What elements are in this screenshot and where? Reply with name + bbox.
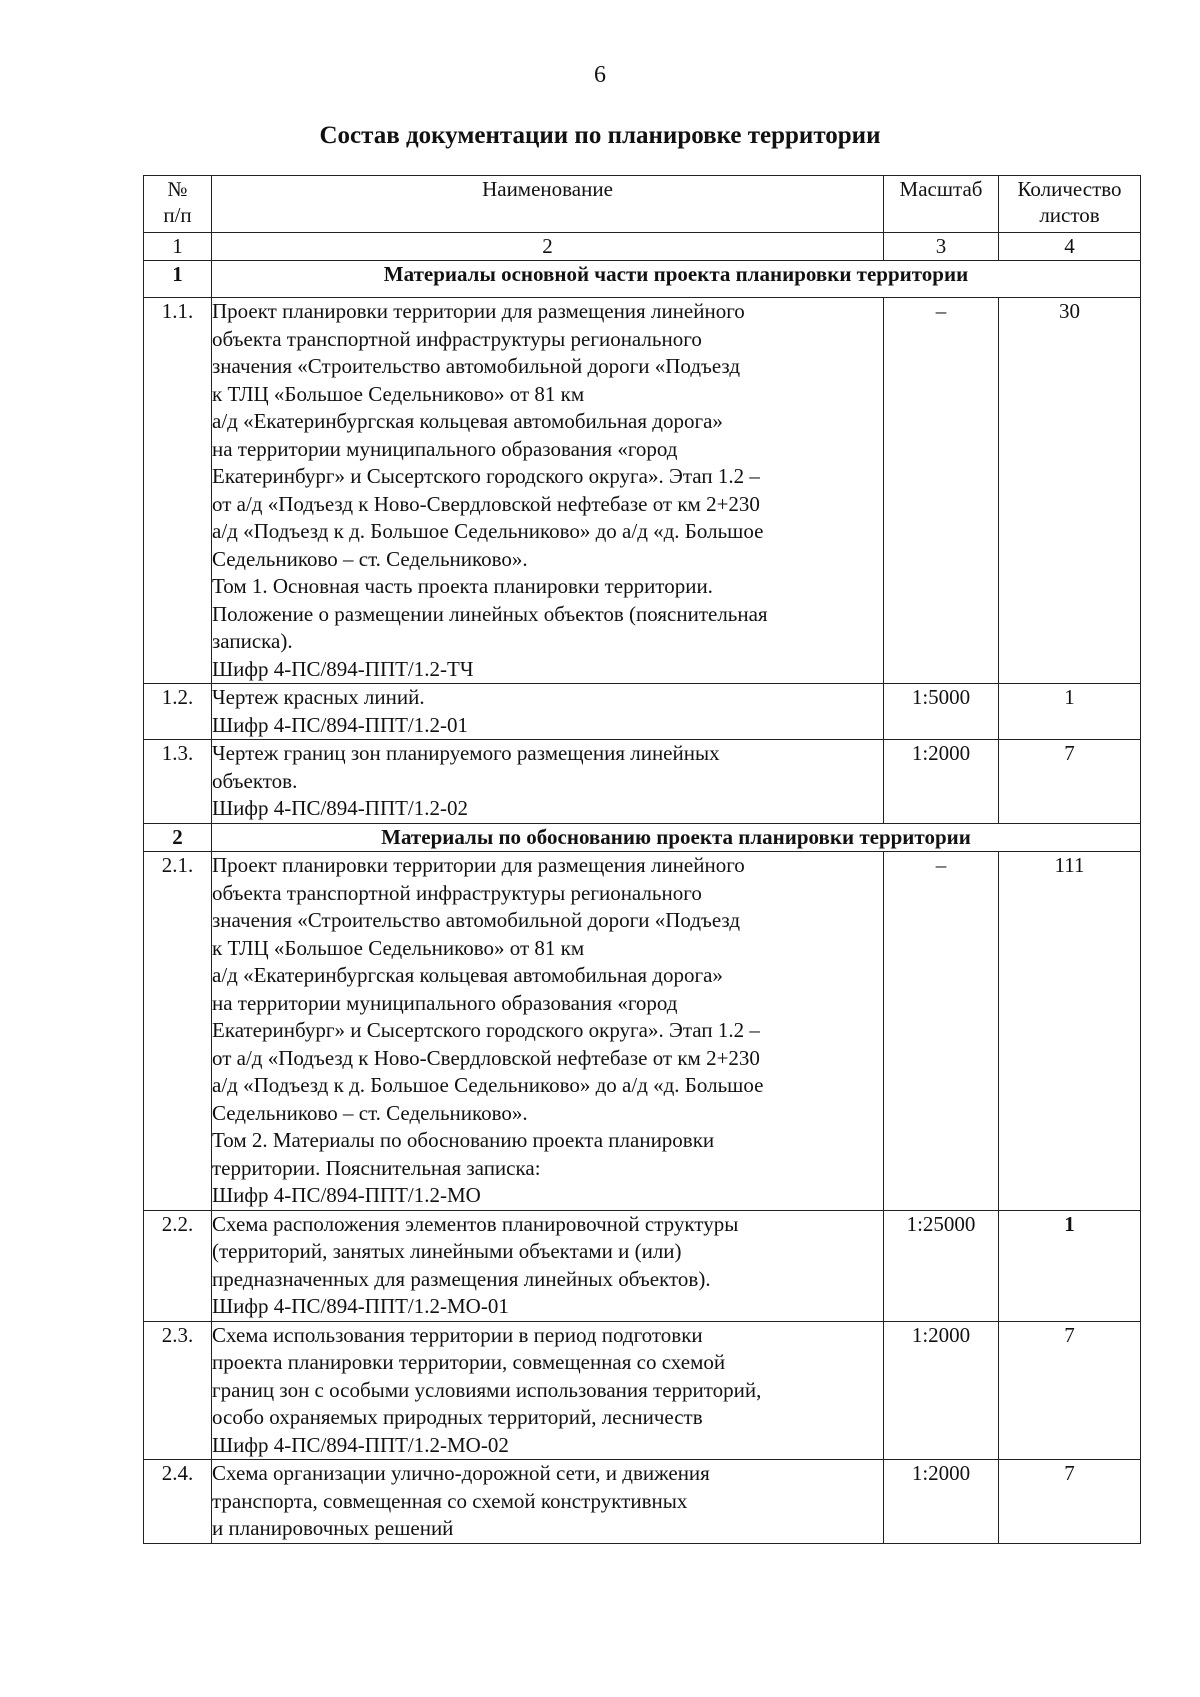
column-number-row [144, 233, 1141, 261]
item-name-line: Схема расположения элементов планировочной структуры [212, 1211, 739, 1236]
item-sheet-count: 1 [999, 1210, 1141, 1321]
item-name [212, 1210, 884, 1321]
item-name-line: Проект планировки территории для размещения линейного [212, 853, 745, 877]
item-number: 1.2. [144, 684, 212, 740]
item-number: 2.2. [144, 1210, 212, 1321]
page-number: 6 [594, 62, 606, 88]
table-row [144, 1460, 1141, 1544]
item-name-line: записка). [212, 629, 293, 653]
item-name-line: (территорий, занятых линейными объектами и (или) [212, 1239, 682, 1263]
item-number: 2.1. [144, 852, 212, 1211]
column-number: 1 [144, 233, 212, 261]
item-name-line: Седельниково – ст. Седельниково». [212, 546, 528, 571]
item-name-line: Шифр 4-ПС/894-ППТ/1.2-02 [212, 796, 469, 820]
item-name-line: к ТЛЦ «Большое Седельниково» от 81 км [212, 935, 585, 960]
item-name-line: территории. Пояснительная записка: [212, 1155, 541, 1180]
item-name-line: проекта планировки территории, совмещенная со схемой [212, 1350, 726, 1374]
item-name-line: Екатеринбург» и Сысертского городского округа». Этап 1.2 – [212, 464, 760, 488]
section-row [144, 823, 1141, 852]
item-name [212, 1321, 884, 1460]
item-name [212, 1460, 884, 1544]
item-name-line: объекта транспортной инфраструктуры регионального [212, 880, 702, 905]
item-name [212, 684, 884, 740]
item-name-line: на территории муниципального образования «город [212, 990, 678, 1015]
header-scale: Масштаб [884, 176, 999, 233]
table-row [144, 852, 1141, 1211]
item-name-line: а/д «Подъезд к д. Большое Седельниково» до а/д «д. Большое [212, 519, 764, 543]
item-sheet-count: 7 [999, 1460, 1141, 1544]
header-count [999, 176, 1141, 233]
item-sheet-count: 111 [999, 852, 1141, 1211]
column-number: 2 [212, 233, 884, 261]
item-scale: 1:2000 [884, 740, 999, 824]
header-num-line: № [167, 177, 188, 201]
table-row [144, 684, 1141, 740]
header-num [144, 176, 212, 233]
section-title: Материалы по обоснованию проекта планировки территории [212, 823, 1141, 852]
item-name-line: Чертеж красных линий. [212, 685, 425, 709]
documents-table [143, 175, 1141, 1544]
item-name-line: особо охраняемых природных территорий, лесничеств [212, 1405, 703, 1429]
item-number: 1.3. [144, 740, 212, 824]
item-name-line: границ зон с особыми условиями использования территорий, [212, 1377, 762, 1402]
item-name [212, 298, 884, 684]
header-num-line: п/п [163, 203, 192, 227]
item-name-line: от а/д «Подъезд к Ново-Свердловской нефтебазе от км 2+230 [212, 1045, 760, 1070]
item-name-line: Чертеж границ зон планируемого размещения линейных [212, 741, 720, 765]
item-sheet-count: 7 [999, 1321, 1141, 1460]
item-scale: – [884, 298, 999, 684]
item-name [212, 852, 884, 1211]
document-title: Состав документации по планировке территории [319, 122, 881, 149]
item-name-line: а/д «Подъезд к д. Большое Седельниково» до а/д «д. Большое [212, 1073, 764, 1097]
item-name-line: Шифр 4-ПС/894-ППТ/1.2-01 [212, 712, 469, 737]
item-name-line: Схема организации улично-дорожной сети, и движения [212, 1461, 710, 1485]
item-name-line: значения «Строительство автомобильной дороги «Подъезд [212, 908, 741, 932]
item-name-line: Седельниково – ст. Седельниково». [212, 1100, 528, 1125]
item-name-line: на территории муниципального образования «город [212, 436, 678, 461]
section-row [144, 261, 1141, 298]
item-name-line: Екатеринбург» и Сысертского городского округа». Этап 1.2 – [212, 1018, 760, 1042]
item-name-line: Том 2. Материалы по обоснованию проекта планировки [212, 1128, 715, 1152]
item-name-line: объектов. [212, 768, 298, 793]
item-name-line: Схема использования территории в период подготовки [212, 1322, 703, 1347]
table-row [144, 298, 1141, 684]
item-name-line: к ТЛЦ «Большое Седельниково» от 81 км [212, 381, 585, 406]
item-scale: – [884, 852, 999, 1211]
item-name-line: Проект планировки территории для размещения линейного [212, 299, 745, 323]
item-number: 1.1. [144, 298, 212, 684]
section-title: Материалы основной части проекта планировки территории [212, 261, 1141, 298]
section-number: 2 [144, 823, 212, 852]
table-row [144, 740, 1141, 824]
header-count-line: Количество [1017, 177, 1122, 201]
section-number: 1 [144, 261, 212, 298]
item-name-line: значения «Строительство автомобильной дороги «Подъезд [212, 354, 741, 378]
item-scale: 1:5000 [884, 684, 999, 740]
item-name-line: Положение о размещении линейных объектов (пояснительная [212, 601, 768, 626]
item-scale: 1:2000 [884, 1321, 999, 1460]
column-number: 4 [999, 233, 1141, 261]
item-number: 2.4. [144, 1460, 212, 1544]
table-header-row [144, 176, 1141, 233]
item-name-line: а/д «Екатеринбургская кольцевая автомобильная дорога» [212, 963, 723, 987]
item-name-line: и планировочных решений [212, 1516, 454, 1540]
item-name-line: Шифр 4-ПС/894-ППТ/1.2-МО [212, 1183, 481, 1207]
item-name-line: Шифр 4-ПС/894-ППТ/1.2-МО-01 [212, 1294, 509, 1318]
header-name: Наименование [212, 176, 884, 233]
header-count-line: листов [1039, 203, 1100, 227]
item-name-line: Шифр 4-ПС/894-ППТ/1.2-МО-02 [212, 1432, 509, 1457]
item-name-line: а/д «Екатеринбургская кольцевая автомобильная дорога» [212, 409, 723, 433]
item-name-line: объекта транспортной инфраструктуры регионального [212, 326, 702, 351]
item-name-line: Шифр 4-ПС/894-ППТ/1.2-ТЧ [212, 656, 474, 681]
table-row [144, 1210, 1141, 1321]
item-sheet-count: 7 [999, 740, 1141, 824]
item-name-line: транспорта, совмещенная со схемой конструктивных [212, 1488, 688, 1513]
item-sheet-count: 1 [999, 684, 1141, 740]
item-scale: 1:25000 [884, 1210, 999, 1321]
table-row [144, 1321, 1141, 1460]
item-name [212, 740, 884, 824]
item-name-line: Том 1. Основная часть проекта планировки территории. [212, 574, 713, 598]
column-number: 3 [884, 233, 999, 261]
item-sheet-count: 30 [999, 298, 1141, 684]
item-scale: 1:2000 [884, 1460, 999, 1544]
item-name-line: предназначенных для размещения линейных объектов). [212, 1266, 711, 1291]
item-number: 2.3. [144, 1321, 212, 1460]
item-name-line: от а/д «Подъезд к Ново-Свердловской нефтебазе от км 2+230 [212, 491, 760, 516]
